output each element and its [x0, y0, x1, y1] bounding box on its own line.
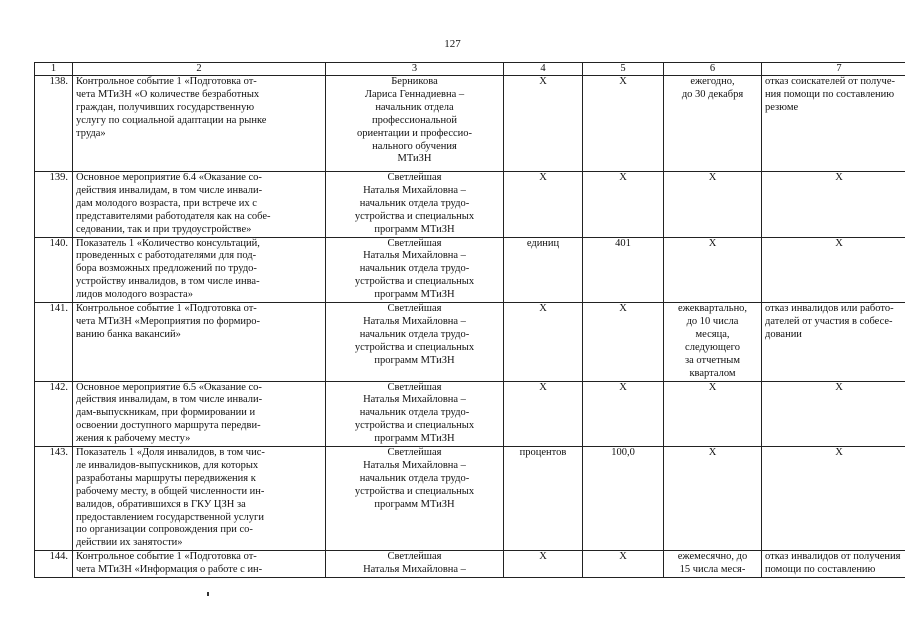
row-description: Контрольное событие 1 «Подготовка от- чета МТиЗН «Информация о работе с ин-: [73, 551, 326, 578]
row-responsible: Светлейшая Наталья Михайловна –: [326, 551, 504, 578]
row-responsible: Светлейшая Наталья Михайловна – начальник отдела трудо- устройства и специальных программ МТиЗН: [326, 447, 504, 551]
row-col6: ежеквартально, до 10 числа месяца, следующего за отчетным кварталом: [664, 303, 762, 381]
row-responsible: Берникова Лариса Геннадиевна – начальник отдела профессиональной ориентации и профессио- нального обучения МТиЗН: [326, 76, 504, 172]
header-col-1: 1: [35, 63, 73, 76]
row-responsible: Светлейшая Наталья Михайловна – начальник отдела трудо- устройства и специальных программ МТиЗН: [326, 303, 504, 381]
row-number: 143.: [35, 447, 73, 551]
row-number: 141.: [35, 303, 73, 381]
row-col5: X: [583, 551, 664, 578]
row-number: 144.: [35, 551, 73, 578]
row-number: 138.: [35, 76, 73, 172]
header-col-3: 3: [326, 63, 504, 76]
row-col5: X: [583, 303, 664, 381]
row-col5: X: [583, 76, 664, 172]
row-col6: X: [664, 381, 762, 447]
header-col-2: 2: [73, 63, 326, 76]
row-col6: X: [664, 172, 762, 238]
plan-table: [34, 62, 905, 578]
row-col4: X: [504, 172, 583, 238]
header-col-6: 6: [664, 63, 762, 76]
row-col7: X: [762, 237, 905, 303]
row-col4: единиц: [504, 237, 583, 303]
row-description: Основное мероприятие 6.5 «Оказание со- действия инвалидам, в том числе инвали- дам-выпускникам, при формировании и освоении доступного маршрута передви- жения к рабочему месту»: [73, 381, 326, 447]
header-col-5: 5: [583, 63, 664, 76]
table-row: [35, 237, 905, 303]
row-description: Контрольное событие 1 «Подготовка от- чета МТиЗН «О количестве безработных граждан, получивших государственную услугу по социальной адаптации на рынке труда»: [73, 76, 326, 172]
row-col7: отказ инвалидов от получения помощи по составлению: [762, 551, 905, 578]
row-number: 140.: [35, 237, 73, 303]
row-responsible: Светлейшая Наталья Михайловна – начальник отдела трудо- устройства и специальных программ МТиЗН: [326, 381, 504, 447]
table-row: [35, 303, 905, 381]
table-row: [35, 76, 905, 172]
row-col6: X: [664, 237, 762, 303]
row-col7: X: [762, 447, 905, 551]
row-description: Показатель 1 «Количество консультаций, проведенных с работодателями для под- бора возможных предложений по трудо- устройству инвалидов, в том числе инва- лидов молодого возраста»: [73, 237, 326, 303]
row-col6: ежегодно, до 30 декабря: [664, 76, 762, 172]
row-col7: отказ инвалидов или работо- дателей от участия в собесе- довании: [762, 303, 905, 381]
table-row: [35, 172, 905, 238]
row-col5: 100,0: [583, 447, 664, 551]
header-row: [35, 63, 905, 76]
table-row: [35, 447, 905, 551]
page-number: 127: [444, 38, 461, 50]
header-col-4: 4: [504, 63, 583, 76]
row-col5: X: [583, 172, 664, 238]
row-col7: отказ соискателей от получе- ния помощи по составлению резюме: [762, 76, 905, 172]
header-col-7: 7: [762, 63, 905, 76]
row-col5: 401: [583, 237, 664, 303]
row-col6: X: [664, 447, 762, 551]
row-col4: X: [504, 303, 583, 381]
row-number: 139.: [35, 172, 73, 238]
row-col4: X: [504, 76, 583, 172]
row-col4: X: [504, 381, 583, 447]
table-row: [35, 381, 905, 447]
row-col4: X: [504, 551, 583, 578]
row-number: 142.: [35, 381, 73, 447]
row-col7: X: [762, 172, 905, 238]
scan-speck: [207, 592, 209, 596]
table-row: [35, 551, 905, 578]
row-col5: X: [583, 381, 664, 447]
row-responsible: Светлейшая Наталья Михайловна – начальник отдела трудо- устройства и специальных программ МТиЗН: [326, 237, 504, 303]
row-col7: X: [762, 381, 905, 447]
row-description: Основное мероприятие 6.4 «Оказание со- действия инвалидам, в том числе инвали- дам молодого возраста, при встрече их с представителями работодателя как на собе- седовании, так и при трудоустройстве»: [73, 172, 326, 238]
row-col4: процентов: [504, 447, 583, 551]
row-responsible: Светлейшая Наталья Михайловна – начальник отдела трудо- устройства и специальных программ МТиЗН: [326, 172, 504, 238]
row-description: Контрольное событие 1 «Подготовка от- чета МТиЗН «Мероприятия по формиро- ванию банка вакансий»: [73, 303, 326, 381]
row-col6: ежемесячно, до 15 числа меся-: [664, 551, 762, 578]
row-description: Показатель 1 «Доля инвалидов, в том чис- ле инвалидов-выпускников, для которых разработаны маршруты передвижения к рабочему месту, в общей численности ин- валидов, обратившихся в ГКУ ЦЗН за предоставлением государственной услуги по организации сопровождения при со- действии их занятости»: [73, 447, 326, 551]
